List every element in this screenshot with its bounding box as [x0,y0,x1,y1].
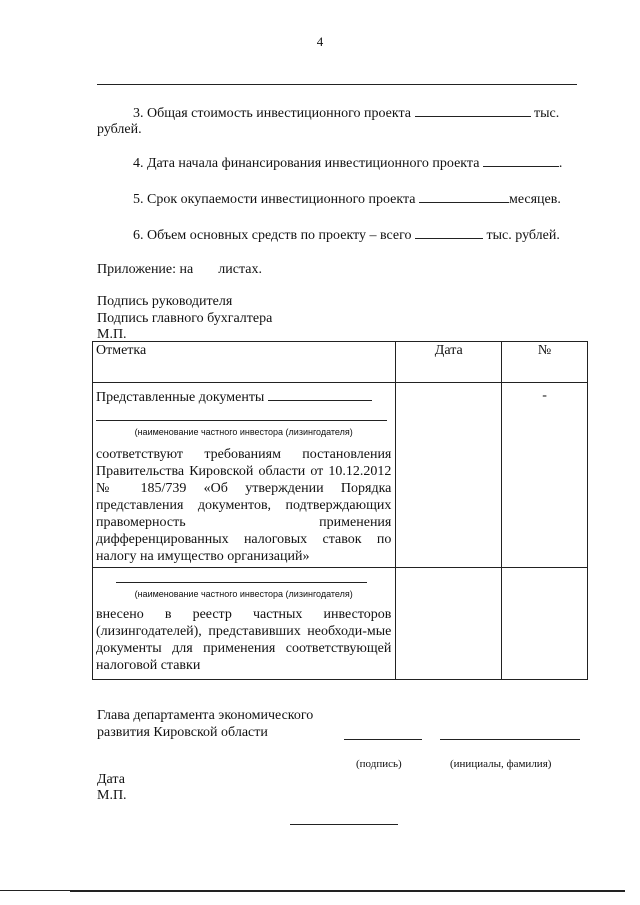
row2-number-cell [502,568,588,680]
item-fixed-assets-unit: тыс. рублей. [486,228,560,243]
closing-rule [290,824,398,825]
head-title-line1: Глава департамента экономического [97,708,314,723]
item-payback-label: 5. Срок окупаемости инвестиционного проекта [133,192,416,207]
start-date-blank [483,153,559,167]
footer-stamp: М.П. [97,788,127,803]
signature-caption: (подпись) [356,758,402,770]
attachment-line [97,261,262,279]
payback-blank [419,189,509,203]
page-number: 4 [316,34,324,49]
row1-caption: (наименование частного инвестора (лизингодателя) [134,427,353,437]
name-blank [440,739,580,740]
table-row [93,383,588,568]
table-row [93,568,588,680]
name-caption: (инициалы, фамилия) [450,758,552,770]
item-start-date-end: . [558,156,563,171]
header-mark: Отметка [93,342,396,383]
signature-blank [344,739,422,740]
row2-body: внесено в реестр частных инвесторов (лизингодателей), представивших необходи-мые документы для применения соответствующей налоговой ставки [96,607,392,673]
table-header-row [93,342,588,383]
item-total-cost [133,103,559,123]
header-number: № [502,342,588,383]
row1-lead-blank [268,387,372,401]
item-total-cost-unit: тыс. [534,106,560,121]
row2-caption: (наименование частного инвестора (лизингодателя) [134,589,353,599]
row1-body: соответствуют требованиям постановления Правительства Кировской области от 10.12.2012 № 185/739 «Об утверждении Порядка представления документов, подтверждающих правомерность применения дифференцированных налоговых ставок по налогу на имущество организаций» [96,447,392,564]
item-payback [133,189,561,209]
bottom-rule [70,890,625,892]
row1-number-cell [502,383,588,568]
item-payback-unit: месяцев. [508,192,561,207]
item-fixed-assets [133,225,560,245]
row2-mark-cell [93,568,396,680]
row1-number: - [542,388,547,403]
row1-mark-cell [93,383,396,568]
fixed-assets-blank [415,225,483,239]
item-total-cost-label: 3. Общая стоимость инвестиционного проекта [133,106,411,121]
row1-lead-line [96,387,391,406]
row2-date-cell [396,568,502,680]
row1-lead: Представленные документы [96,390,265,405]
head-title-line2: развития Кировской области [97,725,268,740]
signature-stamp: М.П. [97,327,127,342]
signature-accountant: Подпись главного бухгалтера [97,311,273,326]
attachment-sheets: листах. [218,262,262,277]
row1-investor-line [96,406,387,421]
item-fixed-assets-label: 6. Объем основных средств по проекту – всего [133,228,412,243]
header-date: Дата [396,342,502,383]
row2-investor-line [116,570,367,583]
row1-date-cell [396,383,502,568]
mark-table [92,341,588,680]
signature-head: Подпись руководителя [97,294,233,309]
footer-date: Дата [97,772,125,787]
bottom-rule-left [0,890,70,891]
top-rule [97,84,577,85]
item-start-date [133,153,562,173]
total-cost-blank [415,103,531,117]
item-total-cost-cont: рублей. [97,122,142,137]
item-start-date-label: 4. Дата начала финансирования инвестиционного проекта [133,156,480,171]
attachment-label: Приложение: на [97,262,194,277]
